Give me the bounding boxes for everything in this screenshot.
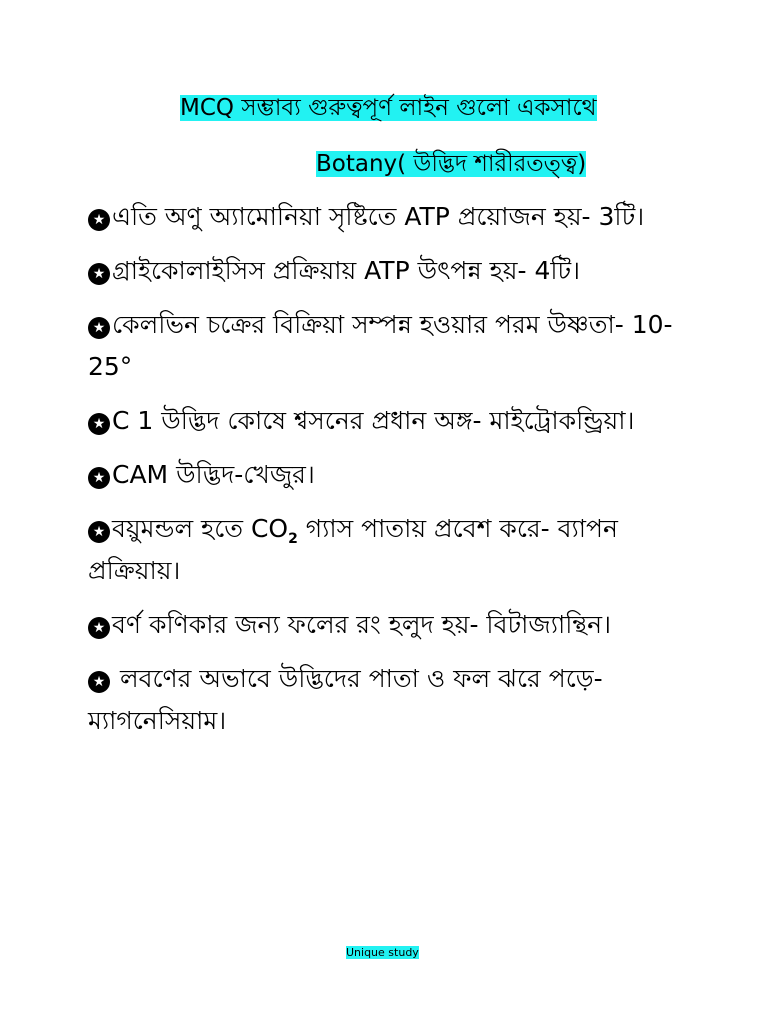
star-in-circle-icon: ★: [88, 209, 110, 231]
list-item-text: কেলভিন চক্রের বিক্রিয়া সম্পন্ন হওয়ার পরম উষ্ণতা- 10-25°: [88, 310, 673, 381]
list-item: [88, 196, 688, 238]
list-item: [88, 604, 688, 646]
list-item-text: C 1 উদ্ভিদ কোষে শ্বসনের প্রধান অঙ্গ- মাইট্রোকন্ড্রিয়া।: [112, 406, 635, 435]
list-item: [88, 658, 688, 742]
star-in-circle-icon: ★: [88, 617, 110, 639]
list-item-text: CAM উদ্ভিদ-খেজুর।: [112, 460, 315, 489]
list-item: [88, 304, 688, 388]
star-in-circle-icon: ★: [88, 467, 110, 489]
list-item: [88, 250, 688, 292]
list-item-text-after: গ্যাস পাতায় প্রবেশ করে- ব্যাপন প্রক্রিয়ায়।: [88, 514, 618, 585]
list-item-text: গ্রাইকোলাইসিস প্রক্রিয়ায় ATP উৎপন্ন হয়- 4টি।: [112, 256, 581, 285]
list-item: [88, 454, 688, 496]
list-item-text: এতি অণু অ্যামোনিয়া সৃষ্টিতে ATP প্রয়োজন হয়- 3টি।: [112, 202, 645, 231]
star-in-circle-icon: ★: [88, 521, 110, 543]
star-in-circle-icon: ★: [88, 317, 110, 339]
footer-label: [346, 945, 419, 961]
list-item: [88, 508, 688, 592]
fact-list: [88, 196, 688, 754]
list-item: [88, 400, 688, 442]
page-title-text: MCQ সম্ভাব্য গুরুত্বপূর্ণ লাইন গুলো একসাথে: [180, 95, 597, 121]
page-subtitle: [316, 148, 586, 180]
subscript-two: 2: [288, 531, 298, 547]
list-item-text-before: বয়ুমন্ডল হতে CO: [112, 514, 289, 543]
star-in-circle-icon: ★: [88, 671, 110, 693]
star-in-circle-icon: ★: [88, 413, 110, 435]
list-item-text: লবণের অভাবে উদ্ভিদের পাতা ও ফল ঝরে পড়ে- ম্যাগনেসিয়াম।: [88, 664, 603, 735]
star-in-circle-icon: ★: [88, 263, 110, 285]
list-item-text: বর্ণ কণিকার জন্য ফলের রং হলুদ হয়- বিটাজ্যান্থিন।: [112, 610, 612, 639]
page-subtitle-text: Botany( উদ্ভিদ শারীরতত্ত্ব): [316, 151, 587, 177]
footer-label-text: Unique study: [346, 946, 419, 959]
page-title: [180, 92, 597, 124]
